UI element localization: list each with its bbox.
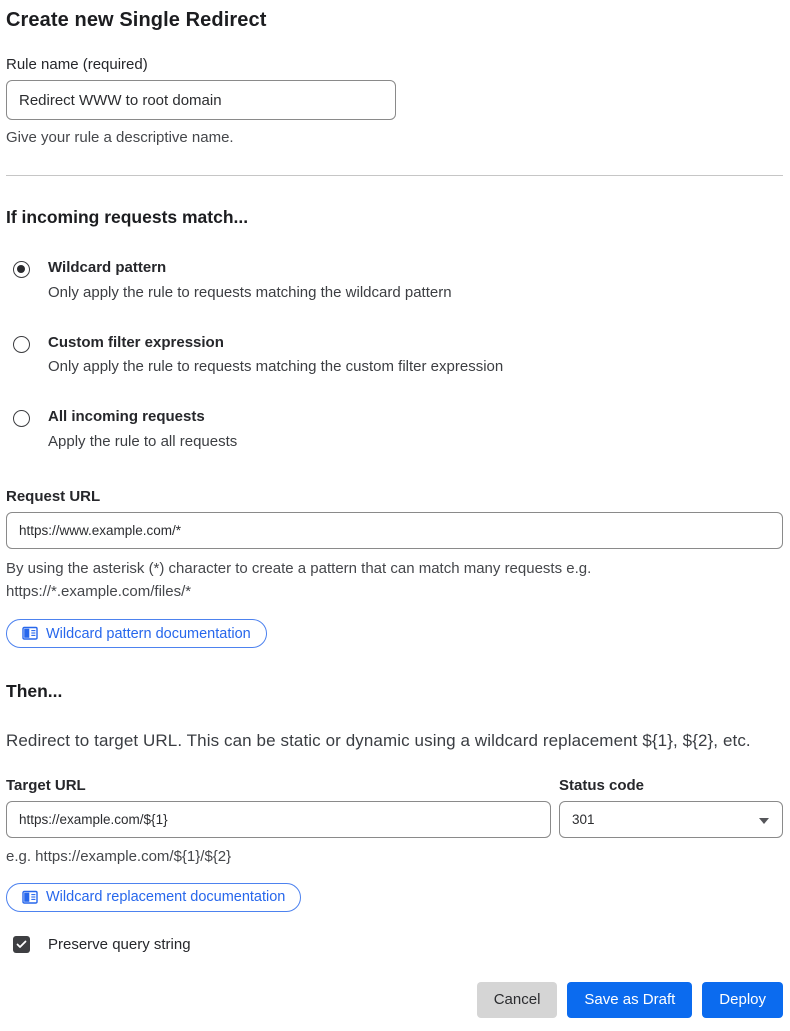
rule-name-label: Rule name (required) <box>6 56 148 73</box>
match-type-radio-group <box>6 258 783 452</box>
target-url-help: e.g. https://example.com/${1}/${2} <box>6 848 232 866</box>
section-divider <box>6 175 783 176</box>
rule-name-help: Give your rule a descriptive name. <box>6 129 234 146</box>
status-code-value: 301 <box>572 812 595 828</box>
status-code-label: Status code <box>559 777 645 795</box>
then-description: Redirect to target URL. This can be static or dynamic using a wildcard replacement ${1}, ${2}, etc. <box>6 731 751 751</box>
then-section-heading: Then... <box>6 681 63 702</box>
request-url-help-line1: By using the asterisk (*) character to create a pattern that can match many requests e.g. <box>6 559 592 577</box>
save-as-draft-button[interactable]: Save as Draft <box>567 982 692 1018</box>
preserve-query-string-label: Preserve query string <box>48 935 191 953</box>
request-url-input[interactable] <box>6 512 783 549</box>
deploy-button[interactable]: Deploy <box>702 982 783 1018</box>
request-url-help-line2: https://*.example.com/files/* <box>6 583 192 600</box>
radio-option-all-incoming-requests[interactable] <box>6 407 783 452</box>
wildcard-replacement-documentation-button[interactable] <box>6 883 301 912</box>
radio-selected-icon[interactable] <box>13 261 30 278</box>
radio-unselected-icon[interactable] <box>13 336 30 353</box>
radio-option-custom-filter-expression[interactable] <box>6 333 783 378</box>
radio-label: Wildcard pattern <box>48 259 167 277</box>
preserve-query-string-checkbox-row[interactable] <box>6 936 783 953</box>
doc-button-label: Wildcard pattern documentation <box>46 625 251 642</box>
wildcard-pattern-documentation-button[interactable] <box>6 619 267 648</box>
request-url-help <box>6 557 783 604</box>
radio-option-wildcard-pattern[interactable] <box>6 258 783 303</box>
radio-description: Apply the rule to all requests <box>48 432 238 450</box>
radio-description: Only apply the rule to requests matching the wildcard pattern <box>48 283 452 301</box>
radio-label: All incoming requests <box>48 408 205 426</box>
book-icon <box>22 626 38 641</box>
request-url-label: Request URL <box>6 487 101 505</box>
radio-unselected-icon[interactable] <box>13 410 30 427</box>
match-section-heading: If incoming requests match... <box>6 207 249 228</box>
rule-name-input[interactable] <box>6 80 396 120</box>
checkbox-checked-icon[interactable] <box>13 936 30 953</box>
doc-button-label: Wildcard replacement documentation <box>46 889 286 905</box>
target-url-label: Target URL <box>6 777 86 795</box>
page-title: Create new Single Redirect <box>6 9 267 31</box>
book-icon <box>22 890 38 905</box>
target-url-status-row <box>6 753 783 838</box>
chevron-down-icon <box>759 818 769 824</box>
footer-actions <box>6 982 783 1018</box>
radio-label: Custom filter expression <box>48 333 224 351</box>
target-url-input[interactable] <box>6 801 551 838</box>
cancel-button[interactable]: Cancel <box>477 982 558 1018</box>
status-code-select[interactable] <box>559 801 783 838</box>
radio-description: Only apply the rule to requests matching the custom filter expression <box>48 358 504 375</box>
